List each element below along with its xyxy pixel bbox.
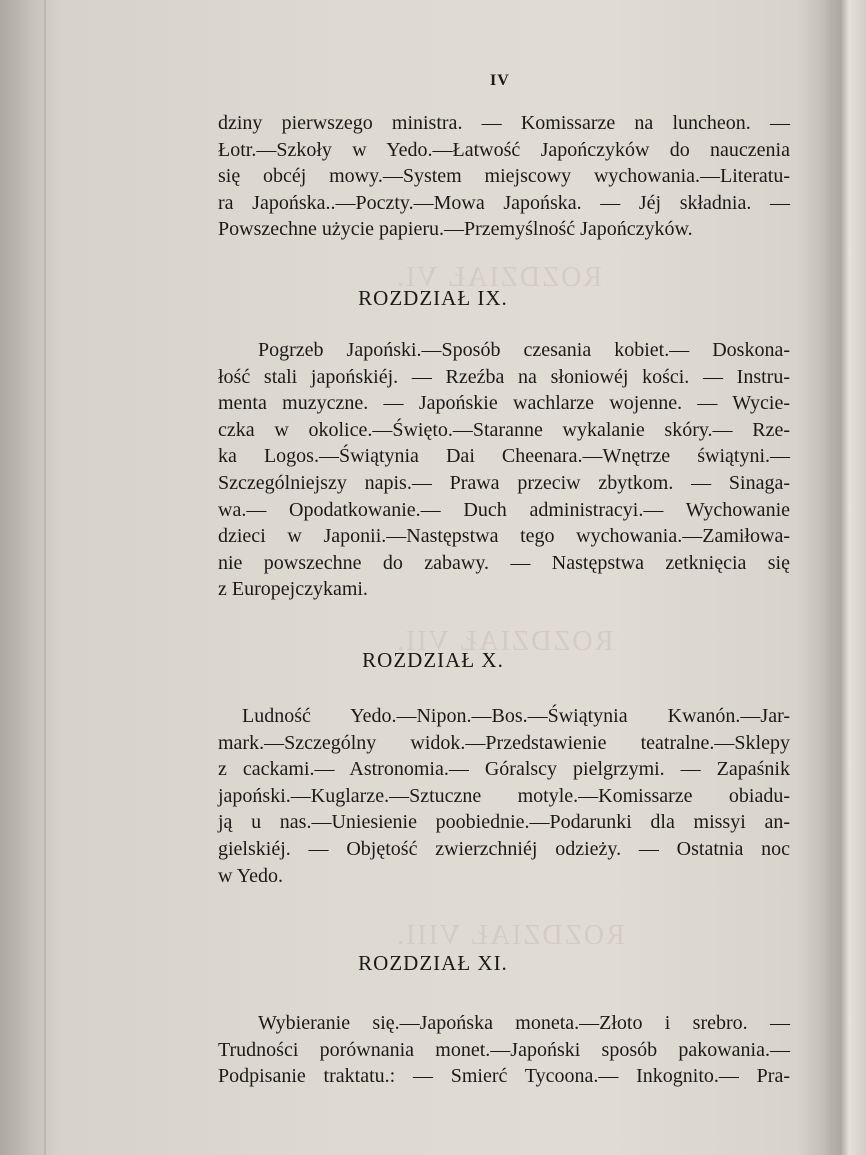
text-line: Podpisanie traktatu.: — Smierć Tycoona.— Inkognito.— Pra- <box>218 1065 790 1088</box>
contents-paragraph-11 <box>218 1010 790 1090</box>
text-line: Szczególniejszy napis.— Prawa przeciw zbytkom. — Sinaga- <box>218 471 790 494</box>
text-line: dzieci w Japonii.—Następstwa tego wychowania.—Zamiłowa- <box>218 525 790 548</box>
text-line: dziny pierwszego ministra. — Komissarze na luncheon. — <box>218 112 790 134</box>
text-line: wa.— Opodatkowanie.— Duch administracyi.— Wychowanie <box>218 498 790 521</box>
text-line: z Europejczykami. <box>218 578 368 601</box>
page-number: IV <box>490 72 510 89</box>
chapter-heading-11: ROZDZIAŁ XI. <box>358 951 508 975</box>
text-line: się obcéj mowy.—System miejscowy wychowania.—Literatu- <box>218 165 790 188</box>
chapter-heading-9: ROZDZIAŁ IX. <box>358 286 508 310</box>
text-line: Wybieranie się.—Japońska moneta.—Złoto i srebro. — <box>258 1012 790 1034</box>
text-line: ra Japońska..—Poczty.—Mowa Japońska. — Jéj składnia. — <box>218 191 790 214</box>
text-line: Powszechne użycie papieru.—Przemyślność Japończyków. <box>218 218 693 241</box>
text-line: Trudności porównania monet.—Japoński sposób pakowania.— <box>218 1038 790 1061</box>
chapter-heading-10: ROZDZIAŁ X. <box>362 648 504 672</box>
text-line: menta muzyczne. — Japońskie wachlarze wojenne. — Wycie- <box>218 392 790 415</box>
text-line: nie powszechne do zabawy. — Następstwa zetknięcia się <box>218 551 790 574</box>
text-line: w Yedo. <box>218 864 284 887</box>
show-through-heading-7: ROZDZIAŁ VII. <box>395 626 614 657</box>
text-line: łość stali japońskiéj. — Rzeźba na słoniowéj kości. — Instru- <box>218 365 790 388</box>
text-line: Pogrzeb Japoński.—Sposób czesania kobiet.— Doskona- <box>258 339 790 361</box>
text-line: mark.—Szczególny widok.—Przedstawienie teatralne.—Sklepy <box>218 731 790 754</box>
text-line: ka Logos.—Świątynia Dai Cheenara.—Wnętrze świątyni.— <box>218 445 790 468</box>
show-through-heading-8: ROZDZIAŁ VIII. <box>395 920 625 951</box>
text-line: ją u nas.—Uniesienie poobiednie.—Podarunki dla missyi an- <box>218 811 790 834</box>
text-line: z cackami.— Astronomia.— Góralscy pielgrzymi. — Zapaśnik <box>218 758 790 781</box>
text-line: Łotr.—Szkoły w Yedo.—Łatwość Japończyków do nauczenia <box>218 138 790 161</box>
contents-paragraph-10 <box>218 703 790 889</box>
text-line: czka w okolice.—Święto.—Staranne wykalanie skóry.— Rze- <box>218 418 790 441</box>
text-line: gielskiéj. — Objętość zwierzchniéj odzieży. — Ostatnia noc <box>218 837 790 860</box>
contents-paragraph-9 <box>218 337 790 603</box>
contents-paragraph-8 <box>218 110 790 243</box>
text-line: japoński.—Kuglarze.—Sztuczne motyle.—Komissarze obiadu- <box>218 784 790 807</box>
text-line: Ludność Yedo.—Nipon.—Bos.—Świątynia Kwanón.—Jar- <box>242 705 790 727</box>
show-through-heading-6: ROZDZIAŁ VI. <box>395 262 603 293</box>
